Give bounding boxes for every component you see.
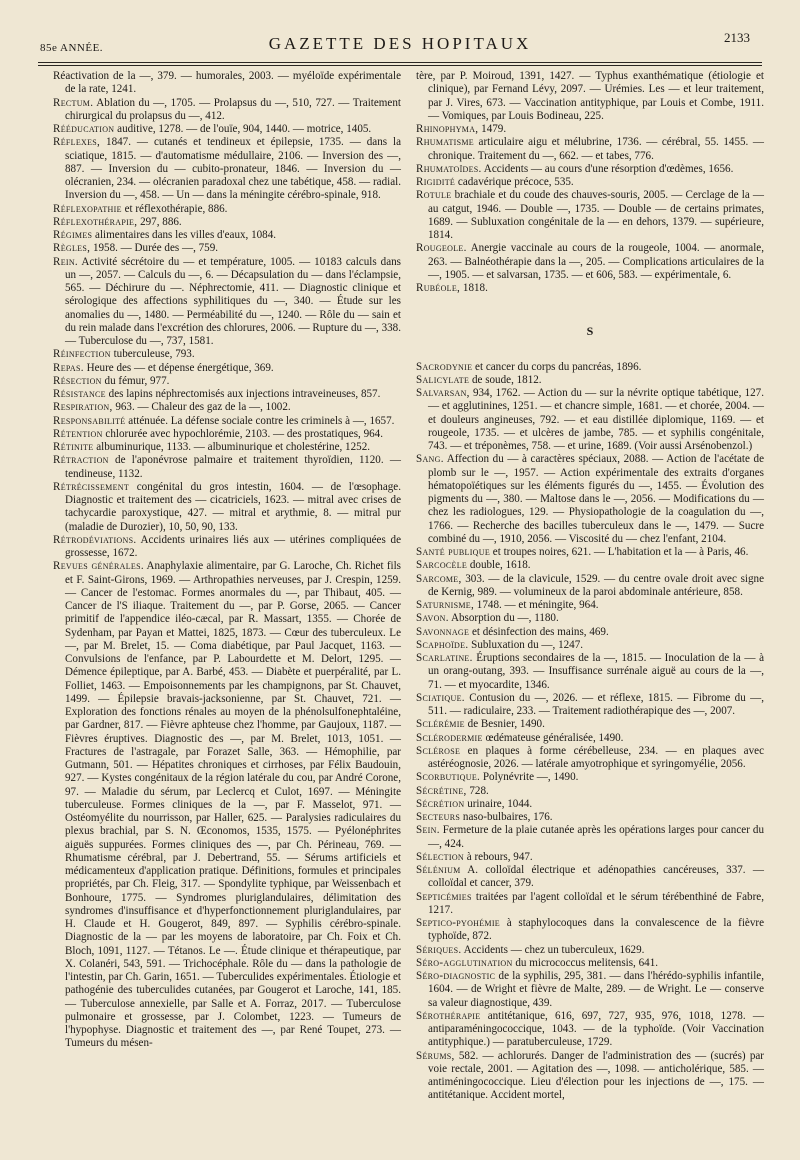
entry-text: Accidents urinaires liés aux — utérines compliquées de grossesse, 1672. bbox=[65, 533, 401, 559]
entry-keyword: Rétrécissement bbox=[53, 480, 130, 493]
entry-keyword: Santé publique bbox=[416, 546, 491, 558]
index-entry bbox=[416, 573, 764, 600]
index-entry bbox=[416, 811, 764, 824]
entry-keyword: Séro-diagnostic bbox=[416, 970, 496, 982]
entry-text: en plaques à forme cérébelleuse, 234. — en plaques avec astéréognosie, 2026. — latérale amyotrophique et syringomyélie, 2056. bbox=[428, 744, 764, 770]
entry-text: Activité sécrétoire du — et température, 1005. — 10183 calculs dans un —, 2057. — Calculs du —, 6. — Décapsulation du — dans l'éclampsie, 565. — Déchirure du —. Néphrectomie, 411. — Diagnostic clinique et sérologique des affections syphilitiques du —, 340. — Étude sur les anomalies du —, 1480. — Perméabilité du —, 1240. — Rôle du — sain et du rein malade dans l'excrétion des chlorures, 2006. — Rupture du —, 338. — Tuberculose du —, 737, 1581. bbox=[65, 255, 401, 347]
index-entry bbox=[416, 189, 764, 242]
entry-text: de la syphilis, 295, 381. — dans l'hérédo-syphilis infantile, 1604. — de Wright et fièvre de Malte, 289. — de Wright. Le — conserve sa valeur diagnostique, 439. bbox=[428, 970, 764, 1009]
index-entry bbox=[416, 1050, 764, 1103]
entry-text: Anaphylaxie alimentaire, par G. Laroche, Ch. Richet fils et F. Saint-Girons, 1969. — Arthropathies nerveuses, par J. Crespin, 1259. — Cancer de l'estomac. Formes anormales du —, par Thibaut, 405. — Cancer de l'S iliaque. Traitement du —, par P. Gorse, 2065. — Cancer primitif de l'appendice iléo-cæcal, par R. Massart, 1355. — Chorée de Sydenham, par Payan et Mattei, 1825, 1873. — Cœur des tuberculeux. Le —, par M. Brelet, 15. — Coma diabétique, par Paul Jacquet, 1163. — Convulsions de l'enfance, par P. Labourdette et M. Delort, 1295. — Démence épileptique, par A. Barbé, 453. — Diabète et puerpéralité, par L. Folliet, 1463. — Empoisonnements par les champignons, par St. Chauvet, 1499. — Épilepsie bravais-jacksonienne, par St. Chauvet, 721. — Exploration des fonctions rénales au moyen de la phénolsulfonephtaléine, par Gardner, 817. — Fièvre aphteuse chez l'homme, par Gaujoux, 1187. — Fièvres éruptives. Diagnostic des —, par M. Brelet, 1013, 1051. — Fractures de l'astragale, par Forazet Salle, 363. — Hémophilie, par Gutmann, 501. — Hépatites chroniques et cirrhoses, par Félix Baudouin, 927. — Kystes congénitaux de la région latérale du cou, par André Corone, 97. — Maladie du sérum, par Leclercq et Culot, 1697. — Méningite tuberculeuse. Formes cliniques de la —, par F. Masselot, 971. — Ostéomyélite du nourrisson, par Haller, 625. — Paralysies radiculaires du plexus brachial, par S. N. Œconomos, 1535, 1575. — Pyélonéphrites aiguës suppurées. Formes cliniques des —, par Ch. Périneau, 769. — Rhumatisme cérébral, par J. Debertrand, 55. — Sérums artificiels et médicamenteux d'application pratique. Définitions, formules et principales propriétés, par Ch. Fleig, 317. — Spondylite typhique, par Weissenbach et Bonhoure, 1775. — Syndromes pluriglandulaires, délimitation des syndromes d'insuffisance et d'hyperfonctionnement pluriglandulaires, par H. Claude et H. Gougerot, 849, 897. — Syphilis cérébro-spinale. Diagnostic de la — par les moyens de laboratoire, par Ch. Foix et Ch. Bloch, 1091, 1127. — Tétanos. Le —. Étude clinique et thérapeutique, par X. Colanéri, 543, 591. — Trichocéphale. Rôle du — dans la pathologie de l'intestin, par Ch. Garin, 1651. — Tuberculides expérimentales. Étiologie et pathogénie des tuberculides cutanées, par Gougerot et Laroche, 141, 185. — Tuberculose annexielle, par Salle et A. Forraz, 2017. — Tuberculose pulmonaire et grossesse, par J. Colombet, 1223. — Tumeurs de l'hypophyse. Diagnostic et traitement des —, par René Toupet, 273. — Tumeurs du mésen- bbox=[65, 560, 401, 1050]
entry-keyword: Revues générales. bbox=[53, 560, 144, 573]
entry-text: Contusion du —, 2026. — et réflexe, 1815. — Fibrome du —, 511. — radiculaire, 233. — Traitement radiothérapique des —, 2007. bbox=[428, 691, 764, 717]
entry-text: antitétanique, 616, 697, 727, 935, 976, 1018, 1278. — antiparaméningococcique, 1043. — de la typhoïde. (Voir Vaccination antityphique.) — paratuberculeuse, 1729. bbox=[428, 1009, 764, 1049]
index-entry bbox=[416, 546, 764, 559]
index-entry bbox=[416, 917, 764, 944]
entry-keyword: Salvarsan, bbox=[416, 387, 470, 399]
entry-keyword: Septicémies bbox=[416, 890, 472, 903]
entry-keyword: Sériques. bbox=[416, 943, 462, 956]
entry-text: 297, 886. bbox=[137, 215, 182, 228]
entry-text: Accidents — au cours d'une résorption d'œdèmes, 1656. bbox=[481, 162, 734, 175]
entry-text: 1847. — cutanés et tendineux et épilepsie, 1735. — dans la sciatique, 1815. — d'automatisme médullaire, 2106. — Inversion des —, 887. — Inversion du — cubito-pronateur, 1846. — Inversion du — olécranien, 234. — olécranien paradoxal chez une tabétique, 458. — radial. Inversion du —, 458. — Un — dans la méningite cérébro-spinale, 918. bbox=[65, 136, 401, 202]
entry-keyword: Sélection bbox=[416, 850, 464, 863]
entry-text: auditive, 1278. — de l'ouïe, 904, 1440. — motrice, 1405. bbox=[114, 123, 372, 135]
entry-text: traitées par l'agent colloïdal et le sérum térébenthiné de Fabre, 1217. bbox=[428, 890, 764, 916]
entry-keyword: Sarcome, bbox=[416, 572, 462, 585]
entry-keyword: Sclérodermie bbox=[416, 731, 483, 744]
entry-keyword: Sclérose bbox=[416, 744, 461, 757]
index-entry bbox=[416, 891, 764, 918]
index-entry bbox=[53, 229, 401, 242]
entry-text: Réactivation de la —, 379. — humorales, 2003. — myéloïde expérimentale de la rate, 1241. bbox=[53, 70, 401, 96]
index-entry bbox=[416, 692, 764, 719]
index-entry bbox=[53, 70, 401, 97]
entry-text: Affection du — à caractères spéciaux, 2088. — Action de l'acétate de plomb sur le —, 1957. — Action expérimentale des extraits d'organes hématopoïétiques sur les éléments figurés du —, 1455. — Évolution des pigments du —, 380. — Maltose dans le —, 2056. — Modifications du — chez les radiologues, 129. — Physiopathologie de la coagulation du —, 1766. — Recherche des bacilles tuberculeux dans le —, 1479. — Sucre combiné du —, 1910, 2056. — Viscosité du — chez l'enfant, 2104. bbox=[428, 453, 764, 545]
index-entry bbox=[53, 428, 401, 441]
entry-text: à rebours, 947. bbox=[463, 850, 533, 863]
entry-keyword: Savon. bbox=[416, 612, 449, 625]
entry-text: Fermeture de la plaie cutanée après les opérations larges pour cancer du —, 424. bbox=[428, 824, 764, 850]
entry-text: de l'aponévrose palmaire et traitement thyroïdien, 1120. — tendineuse, 1132. bbox=[65, 454, 401, 480]
entry-text: et réflexothérapie, 886. bbox=[121, 202, 228, 215]
entry-text: 728. bbox=[466, 784, 489, 797]
entry-keyword: Rhumatoïdes. bbox=[416, 162, 482, 175]
entry-keyword: Sérums, bbox=[416, 1049, 455, 1062]
entry-text: tère, par P. Moiroud, 1391, 1427. — Typhus exanthématique (étiologie et clinique), par Fernand Lévy, 2097. — Urémies. Les — et leur traitement, par J. Vires, 673. — Vaccination antityphique, par Louis et Combe, 1911. — Vomiques, par Louis Bodineau, 225. bbox=[416, 70, 764, 122]
left-column bbox=[53, 70, 401, 1051]
entry-text: du fémur, 977. bbox=[101, 374, 170, 387]
entry-text: 582. — achlorurés. Danger de l'administration des — (sucrés) par voie rectale, 2001. — Agitation des —, 1098. — anticholérique, 585. — antiméningococcique. Lieu d'élection pour les injections de —, 175. — antitétanique. Accident mortel, bbox=[428, 1049, 764, 1102]
index-entry bbox=[53, 242, 401, 255]
entry-keyword: Rotule bbox=[416, 189, 452, 202]
index-entry bbox=[416, 718, 764, 731]
entry-text: 1958. — Durée des —, 759. bbox=[90, 242, 219, 255]
index-entry bbox=[416, 970, 764, 1010]
entry-keyword: Responsabilité bbox=[53, 414, 126, 427]
entry-keyword: Rhumatisme bbox=[416, 136, 474, 149]
entry-text: tuberculeuse, 793. bbox=[110, 348, 195, 361]
index-entry bbox=[416, 944, 764, 957]
entry-keyword: Rectum. bbox=[53, 96, 94, 109]
entry-keyword: Rubéole, bbox=[416, 282, 461, 294]
entry-keyword: Sang. bbox=[416, 453, 444, 466]
entry-keyword: Sélénium bbox=[416, 864, 461, 876]
entry-text: urinaire, 1044. bbox=[464, 797, 533, 810]
entry-keyword: Réinfection bbox=[53, 348, 111, 361]
entry-keyword: Rétention bbox=[53, 427, 103, 440]
entry-keyword: Salicylate bbox=[416, 373, 470, 386]
index-entry bbox=[416, 824, 764, 851]
entry-text: 963. — Chaleur des gaz de la —, 1002. bbox=[112, 401, 291, 414]
entry-keyword: Régimes bbox=[53, 229, 93, 241]
index-entry bbox=[53, 203, 401, 216]
entry-text: congénital du gros intestin, 1604. — de l'œsophage. Diagnostic et traitement des — cicatriciels, 1623. — mitral avec crises de tachycardie paroxystique, 427. — mitral et arythmie, 8. — mitral pur (maladie de Durozier), 10, 50, 90, 133. bbox=[65, 480, 401, 533]
index-entry bbox=[53, 454, 401, 481]
entry-text: brachiale et du coude des chauves-souris, 2005. — Cerclage de la — au catgut, 1946. — Double —, 1735. — Double — de certains primates, 1689. — Subluxation congénitale de la — en dehors, 1379. — supérieure, 1814. bbox=[428, 189, 764, 241]
index-entry bbox=[416, 851, 764, 864]
entry-text: Polynévrite —, 1490. bbox=[480, 771, 579, 784]
index-entry bbox=[53, 388, 401, 401]
index-entry bbox=[416, 612, 764, 625]
entry-keyword: Réflexothérapie, bbox=[53, 215, 138, 228]
index-entry bbox=[53, 136, 401, 202]
entry-text: 303. — de la clavicule, 1529. — du centre ovale droit avec signe de Kernig, 989. — volumineux de la paroi abdominale antérieure, 858. bbox=[428, 572, 764, 598]
entry-text: Éruptions secondaires de la —, 1815. — Inoculation de la — à un orang-outang, 393. — Insuffisance surrénale aiguë au cours de la —, 71. — et myocardite, 1346. bbox=[428, 652, 764, 691]
entry-keyword: Réflexes, bbox=[53, 136, 101, 149]
entry-text: de Besnier, 1490. bbox=[464, 718, 545, 731]
entry-text: et cancer du corps du pancréas, 1896. bbox=[472, 360, 642, 373]
index-entry bbox=[416, 864, 764, 891]
entry-keyword: Rein. bbox=[53, 255, 79, 268]
entry-keyword: Saturnisme, bbox=[416, 599, 475, 611]
index-entry bbox=[53, 348, 401, 361]
entry-text: cadavérique précoce, 535. bbox=[455, 176, 574, 188]
entry-text: 1479. bbox=[478, 123, 507, 135]
entry-keyword: Rétrodéviations. bbox=[53, 533, 137, 546]
index-entry bbox=[416, 374, 764, 387]
index-entry bbox=[416, 626, 764, 639]
entry-text: articulaire aigu et mélubrine, 1736. — cérébral, 55. 1455. — chronique. Traitement du —, 662. — et tabes, 776. bbox=[428, 136, 764, 162]
section-letter: S bbox=[586, 324, 594, 339]
entry-keyword: Sein. bbox=[416, 824, 440, 837]
entry-text: Heure des — et dépense énergétique, 369. bbox=[83, 361, 274, 374]
entry-text: chlorurée avec hypochlorémie, 2103. — des prostatiques, 964. bbox=[102, 427, 384, 440]
entry-text: Absorption du —, 1180. bbox=[448, 612, 559, 625]
index-entry bbox=[416, 957, 764, 970]
index-entry bbox=[416, 163, 764, 176]
index-entry bbox=[53, 401, 401, 414]
entry-text: 1748. — et méningite, 964. bbox=[474, 599, 599, 611]
entry-keyword: Rougeole. bbox=[416, 242, 467, 255]
index-entry bbox=[53, 415, 401, 428]
index-entry bbox=[416, 599, 764, 612]
entry-keyword: Scarlatine. bbox=[416, 652, 473, 664]
index-entry bbox=[416, 282, 764, 295]
entry-keyword: Scaphoïde. bbox=[416, 638, 469, 651]
index-entry bbox=[416, 242, 764, 282]
entry-keyword: Règles, bbox=[53, 242, 91, 255]
entry-keyword: Sérothérapie bbox=[416, 1009, 481, 1022]
entry-text: albuminurique, 1133. — albuminurique et cholestérine, 1252. bbox=[93, 441, 371, 453]
index-entry bbox=[53, 216, 401, 229]
entry-text: œdémateuse généralisée, 1490. bbox=[482, 731, 624, 744]
entry-text: alimentaires dans les villes d'eaux, 1084. bbox=[92, 229, 277, 241]
entry-keyword: Sarcocèle bbox=[416, 559, 468, 572]
entry-keyword: Sécrétion bbox=[416, 797, 465, 810]
index-entry bbox=[416, 453, 764, 546]
index-entry bbox=[416, 123, 764, 136]
entry-keyword: Sciatique. bbox=[416, 691, 465, 704]
entry-keyword: Réflexopathie bbox=[53, 202, 122, 215]
index-entry bbox=[416, 652, 764, 692]
index-entry bbox=[416, 361, 764, 374]
entry-keyword: Rétraction bbox=[53, 454, 109, 467]
entry-text: atténuée. La défense sociale contre les criminels à —, 1657. bbox=[125, 414, 395, 427]
entry-keyword: Sclérémie bbox=[416, 718, 465, 731]
year-label: 85e ANNÉE. bbox=[40, 42, 104, 54]
entry-keyword: Rigidité bbox=[416, 176, 456, 188]
index-entry bbox=[416, 785, 764, 798]
entry-text: Anergie vaccinale au cours de la rougeole, 1004. — anormale, 263. — Balnéothérapie dans la —, 205. — Complications articulaires de la —, 1905. — et salvarsan, 1735. — et 606, 583. — expérimentale, 6. bbox=[428, 242, 764, 281]
entry-keyword: Rééducation bbox=[53, 123, 115, 135]
right-column bbox=[416, 70, 764, 1103]
entry-text: naso-bulbaires, 176. bbox=[460, 811, 553, 823]
index-entry bbox=[416, 136, 764, 163]
entry-keyword: Savonnage bbox=[416, 625, 470, 638]
index-entry bbox=[416, 1010, 764, 1050]
entry-text: Ablation du —, 1705. — Prolapsus du —, 510, 727. — Traitement chirurgical du prolapsus du —, 412. bbox=[65, 96, 401, 122]
header-rule bbox=[38, 62, 762, 63]
entry-keyword: Rétinite bbox=[53, 441, 94, 453]
index-entry bbox=[416, 745, 764, 772]
index-entry bbox=[53, 534, 401, 561]
entry-keyword: Septico-pyohémie bbox=[416, 917, 500, 929]
header-rule bbox=[38, 65, 762, 66]
index-entry bbox=[416, 70, 764, 123]
entry-text: et désinfection des mains, 469. bbox=[469, 625, 609, 638]
entry-text: des lapins néphrectomisés aux injections intraveineuses, 857. bbox=[105, 388, 381, 400]
entry-text: Subluxation du —, 1247. bbox=[468, 638, 584, 651]
page-number: 2133 bbox=[724, 30, 750, 45]
entry-text: 1818. bbox=[460, 282, 488, 294]
entry-text: 934, 1762. — Action du — sur la névrite optique tabétique, 127. — et agglutinines, 1251. — et chancre simple, 1681. — et chorée, 2004. — et douleurs angineuses, 792. — et eau distillée diplomique, 1169. — et rougeole, 1735. — et ulcères de jambe, 785. — et syphilis congénitale, 743. — et tréponèmes, 758. — et urine, 1689. (Voir aussi Arsénobenzol.) bbox=[428, 387, 764, 452]
entry-keyword: Séro-agglutination bbox=[416, 956, 513, 969]
entry-text: et troupes noires, 621. — L'habitation et la — à Paris, 46. bbox=[490, 546, 749, 558]
index-entry bbox=[53, 97, 401, 124]
entry-text: de soude, 1812. bbox=[469, 373, 542, 386]
entry-keyword: Sécrétine, bbox=[416, 784, 467, 797]
entry-keyword: Résistance bbox=[53, 388, 106, 400]
entry-keyword: Sacrodynie bbox=[416, 360, 473, 373]
index-entry bbox=[416, 798, 764, 811]
journal-title: GAZETTE DES HOPITAUX bbox=[268, 34, 532, 53]
entry-text: à staphylocoques dans la convalescence de la fièvre typhoïde, 872. bbox=[428, 917, 764, 943]
index-entry bbox=[53, 560, 401, 1050]
index-entry bbox=[53, 256, 401, 349]
index-entry bbox=[416, 559, 764, 572]
index-entry bbox=[416, 639, 764, 652]
entry-text: double, 1618. bbox=[467, 559, 531, 572]
entry-text: A. colloïdal électrique et adénopathies cancéreuses, 337. — colloïdal et cancer, 379. bbox=[428, 864, 764, 890]
entry-keyword: Scorbutique. bbox=[416, 771, 481, 784]
index-entry bbox=[416, 176, 764, 189]
index-entry bbox=[53, 375, 401, 388]
entry-keyword: Rhinophyma, bbox=[416, 123, 479, 135]
entry-keyword: Repas. bbox=[53, 361, 84, 374]
index-entry bbox=[53, 362, 401, 375]
entry-text: Accidents — chez un tuberculeux, 1629. bbox=[461, 943, 645, 956]
index-entry bbox=[53, 123, 401, 136]
entry-keyword: Secteurs bbox=[416, 811, 461, 823]
index-entry bbox=[53, 481, 401, 534]
index-entry bbox=[416, 387, 764, 453]
index-entry bbox=[416, 771, 764, 784]
entry-text: du micrococcus melitensis, 641. bbox=[512, 956, 659, 969]
index-entry bbox=[53, 441, 401, 454]
entry-keyword: Résection bbox=[53, 374, 102, 387]
index-entry bbox=[416, 732, 764, 745]
entry-keyword: Respiration, bbox=[53, 401, 113, 414]
